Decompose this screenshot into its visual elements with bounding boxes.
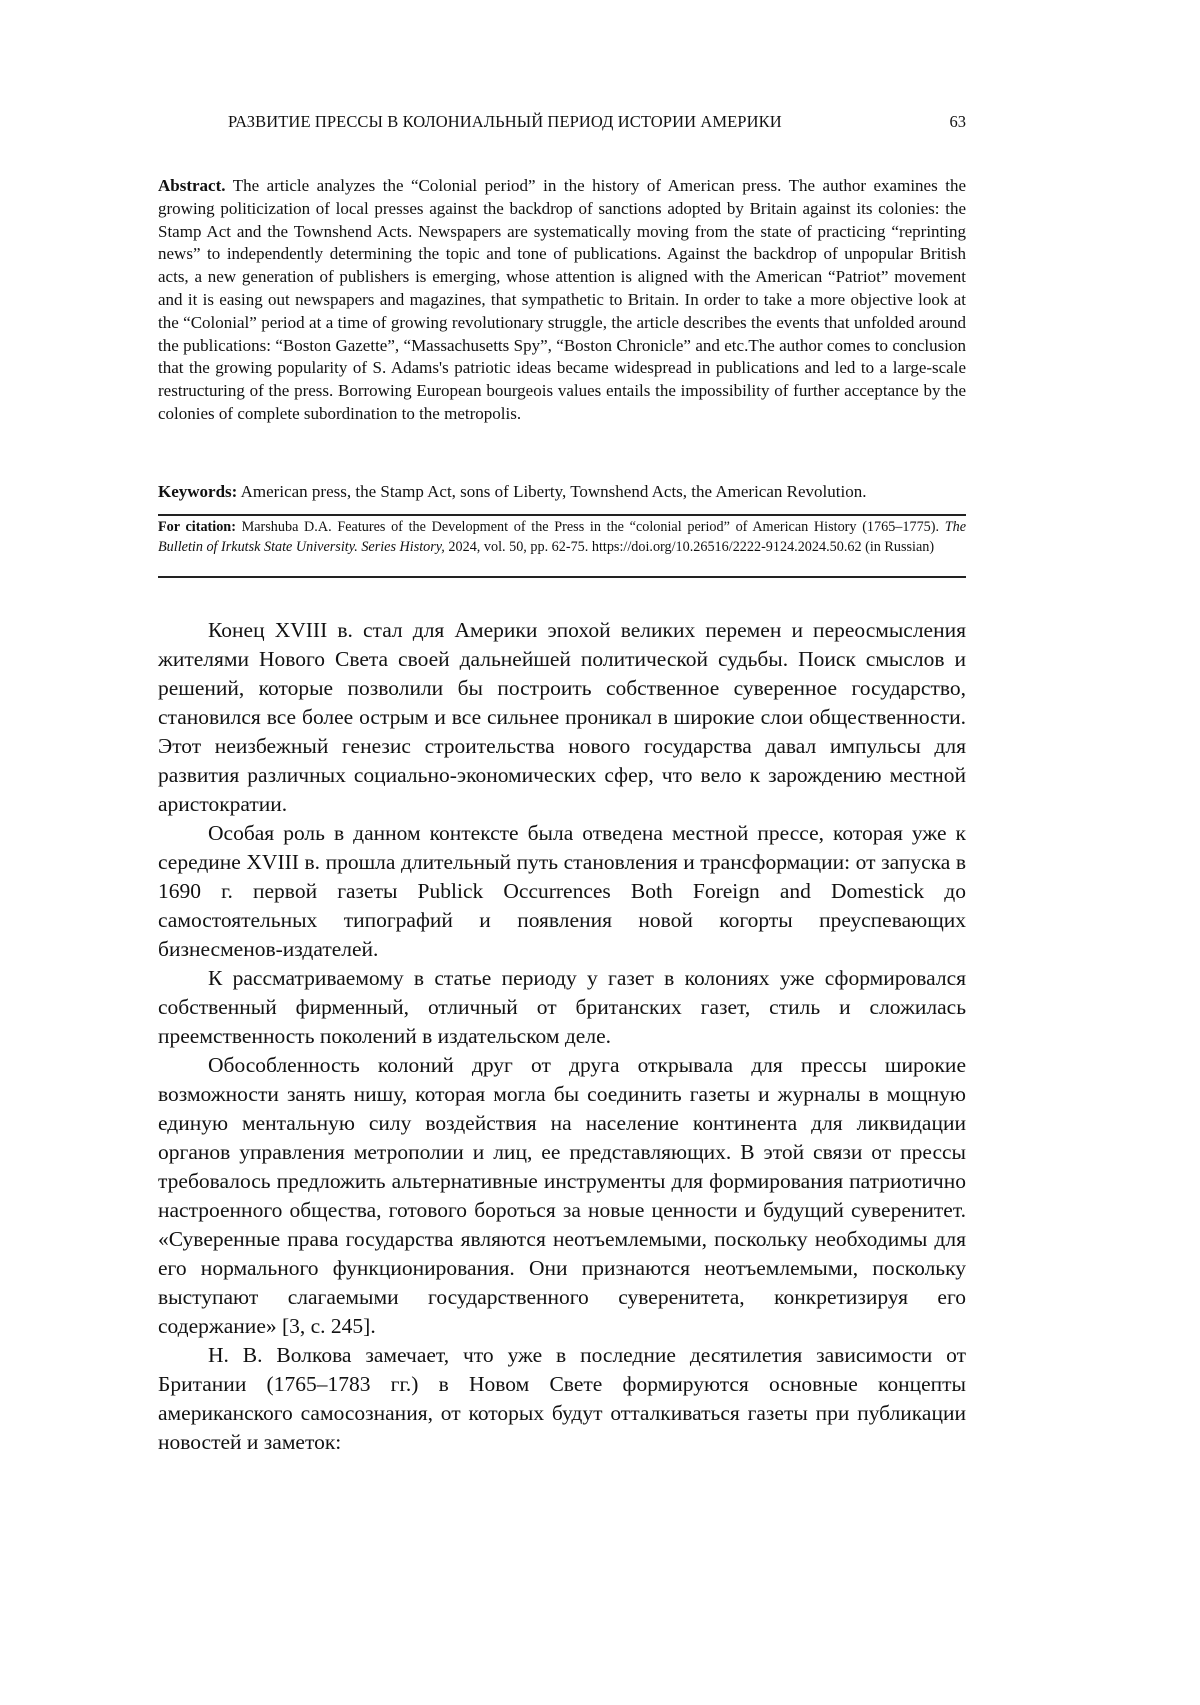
body-text xyxy=(158,616,966,1457)
paragraph: Особая роль в данном контексте была отведена местной прессе, которая уже к середине XVIII в. прошла длительный путь становления и трансформации: от запуска в 1690 г. первой газеты Publick Occurrences Both Foreign and Domestick до самостоятельных типографий и появления новой когорты преуспевающих бизнесменов-издателей. xyxy=(158,819,966,964)
paragraph: Обособленность колоний друг от друга открывала для прессы широкие возможности занять нишу, которая могла бы соединить газеты и журналы в мощную единую ментальную силу воздействия на население континента для ликвидации органов управления метрополии и лиц, ее представляющих. В этой связи от прессы требовалось предложить альтернативные инструменты для формирования патриотично настроенного общества, готового бороться за новые ценности и будущий суверенитет. «Суверенные права государства являются неотъемлемыми, поскольку необходимы для его нормального функционирования. Они признаются неотъемлемыми, поскольку выступают слагаемыми государственного суверенитета, конкретизируя его содержание» [3, с. 245]. xyxy=(158,1051,966,1341)
citation-label: For citation: xyxy=(158,519,236,535)
keywords-label: Keywords: xyxy=(158,482,237,501)
citation-bottom-rule xyxy=(158,576,966,578)
citation-text: Marshuba D.A. Features of the Development of the Press in the “colonial period” of American History (1765–1775). xyxy=(236,519,945,535)
citation xyxy=(158,518,966,557)
keywords-text: American press, the Stamp Act, sons of Liberty, Townshend Acts, the American Revolution. xyxy=(237,482,866,501)
citation-top-rule xyxy=(158,514,966,516)
citation-details: 2024, vol. 50, pp. 62-75. https://doi.org/10.26516/2222-9124.2024.50.62 (in Russian) xyxy=(445,539,934,555)
citation-journal: The Bulletin of Irkutsk State University. Series History, xyxy=(158,519,966,555)
keywords xyxy=(158,480,966,503)
abstract-text: The article analyzes the “Colonial period” in the history of American press. The author examines the growing politicization of local presses against the backdrop of sanctions adopted by Britain against its colonies: the Stamp Act and the Townshend Acts. Newspapers are systematically moving from the state of practicing “reprinting news” to independently determining the topic and tone of publications. Against the backdrop of unpopular British acts, a new generation of publishers is emerging, whose attention is aligned with the American “Patriot” movement and it is easing out newspapers and magazines, that sympathetic to Britain. In order to take a more objective look at the “Colonial” period at a time of growing revolutionary struggle, the article describes the events that unfolded around the publications: “Boston Gazette”, “Massachusetts Spy”, “Boston Chronicle” and etc.The author comes to conclusion that the growing popularity of S. Adams's patriotic ideas became widespread in publications and led to a large-scale restructuring of the press. Borrowing European bourgeois values entails the impossibility of further acceptance by the colonies of complete subordination to the metropolis. xyxy=(158,176,966,423)
paragraph: Конец XVIII в. стал для Америки эпохой великих перемен и переосмысления жителями Нового Света своей дальнейшей политической судьбы. Поиск смыслов и решений, которые позволили бы построить собственное суверенное государство, становился все более острым и все сильнее проникал в широкие слои общественности. Этот неизбежный генезис строительства нового государства давал импульсы для развития различных социально-экономических сфер, что вело к зарождению местной аристократии. xyxy=(158,616,966,819)
running-title: РАЗВИТИЕ ПРЕССЫ В КОЛОНИАЛЬНЫЙ ПЕРИОД ИСТОРИИ АМЕРИКИ xyxy=(228,112,782,132)
paragraph: Н. В. Волкова замечает, что уже в последние десятилетия зависимости от Британии (1765–1783 гг.) в Новом Свете формируются основные концепты американского самосознания, от которых будут отталкиваться газеты при публикации новостей и заметок: xyxy=(158,1341,966,1457)
paragraph: К рассматриваемому в статье периоду у газет в колониях уже сформировался собственный фирменный, отличный от британских газет, стиль и сложилась преемственность поколений в издательском деле. xyxy=(158,964,966,1051)
abstract-label: Abstract. xyxy=(158,176,226,195)
abstract xyxy=(158,175,966,426)
page-number: 63 xyxy=(950,112,967,132)
